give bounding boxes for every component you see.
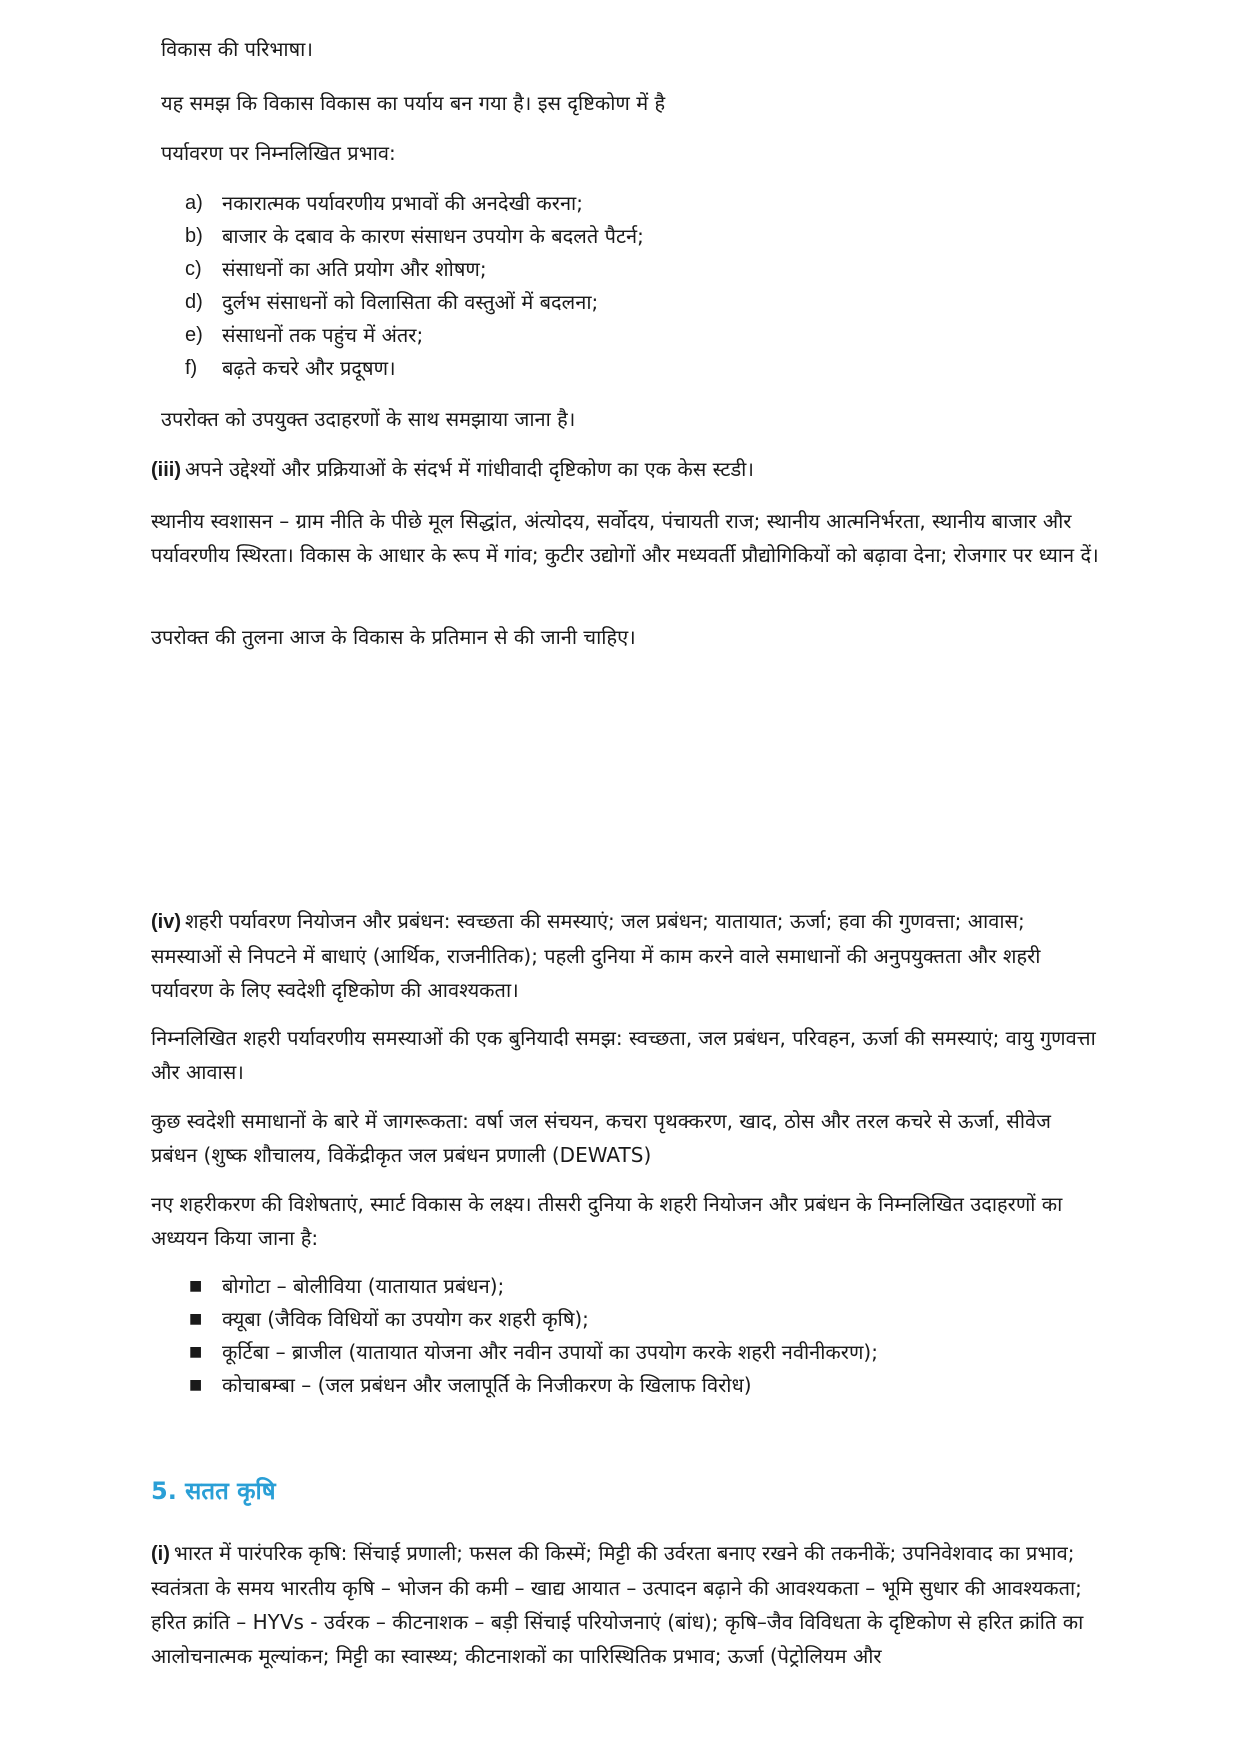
list-item: ■ कोचाबम्बा – (जल प्रबंधन और जलापूर्ति के निजीकरण के खिलाफ विरोध) bbox=[189, 1373, 752, 1397]
text-line: यह समझ कि विकास विकास का पर्याय बन गया है। इस दृष्टिकोण में है bbox=[161, 91, 666, 115]
section-iv-para: निम्नलिखित शहरी पर्यावरणीय समस्याओं की एक बुनियादी समझ: स्वच्छता, जल प्रबंधन, परिवहन, ऊर्जा की समस्याएं; वायु गुणवत्ता और आवास। bbox=[151, 1026, 1096, 1084]
list-item: f) बढ़ते कचरे और प्रदूषण। bbox=[185, 356, 396, 380]
list-item: b) बाजार के दबाव के कारण संसाधन उपयोग के बदलते पैटर्न; bbox=[185, 224, 644, 248]
list-item: d) दुर्लभ संसाधनों को विलासिता की वस्तुओं में बदलना; bbox=[185, 290, 599, 314]
example-list bbox=[189, 1270, 1109, 1402]
list-item: e) संसाधनों तक पहुंच में अंतर; bbox=[185, 323, 424, 347]
section-5-body: (i) भारत में पारंपरिक कृषि: सिंचाई प्रणाली; फसल की किस्में; मिट्टी की उर्वरता बनाए रखने की तकनीकें; उपनिवेशवाद का प्रभाव; स्वतंत्रता के समय भारतीय कृषि – भोजन की कमी – खाद्य आयात – उत्पादन बढ़ाने की आवश्यकता – भूमि सुधार की आवश्यकता; हरित क्रांति – HYVs - उर्वरक – कीटनाशक – बड़ी सिंचाई परियोजनाएं (बांध); कृषि–जैव विविधता के दृष्टिकोण से हरित क्रांति का आलोचनात्मक मूल्यांकन; मिट्टी का स्वास्थ्य; कीटनाशकों का पारिस्थितिक प्रभाव; ऊर्जा (पेट्रोलियम और bbox=[151, 1541, 1084, 1668]
list-item: ■ क्यूबा (जैविक विधियों का उपयोग कर शहरी कृषि); bbox=[189, 1307, 589, 1331]
impact-list bbox=[185, 187, 1085, 385]
list-item: c) संसाधनों का अति प्रयोग और शोषण; bbox=[185, 257, 487, 281]
list-item: a) नकारात्मक पर्यावरणीय प्रभावों की अनदेखी करना; bbox=[185, 191, 583, 215]
section-iv-body: (iv) शहरी पर्यावरण नियोजन और प्रबंधन: स्वच्छता की समस्याएं; जल प्रबंधन; यातायात; ऊर्जा; हवा की गुणवत्ता; आवास; समस्याओं से निपटने में बाधाएं (आर्थिक, राजनीतिक); पहली दुनिया में काम करने वाले समाधानों की अनुपयुक्तता और शहरी पर्यावरण के लिए स्वदेशी दृष्टिकोण की आवश्यकता। bbox=[151, 909, 1041, 1002]
list-item: ■ बोगोटा – बोलीविया (यातायात प्रबंधन); bbox=[189, 1274, 505, 1298]
text-line: पर्यावरण पर निम्नलिखित प्रभाव: bbox=[161, 141, 396, 165]
section-iv-para: नए शहरीकरण की विशेषताएं, स्मार्ट विकास के लक्ष्य। तीसरी दुनिया के शहरी नियोजन और प्रबंधन के निम्नलिखित उदाहरणों का अध्ययन किया जाना है: bbox=[151, 1192, 1063, 1250]
section-heading: 5. सतत कृषि bbox=[151, 1477, 276, 1505]
section-iii-body: स्थानीय स्वशासन – ग्राम नीति के पीछे मूल सिद्धांत, अंत्योदय, सर्वोदय, पंचायती राज; स्थानीय आत्मनिर्भरता, स्थानीय बाजार और पर्यावरणीय स्थिरता। विकास के आधार के रूप में गांव; कुटीर उद्योगों और मध्यवर्ती प्रौद्योगिकियों को बढ़ावा देना; रोजगार पर ध्यान दें। bbox=[151, 509, 1099, 567]
text-line: उपरोक्त को उपयुक्त उदाहरणों के साथ समझाया जाना है। bbox=[161, 407, 576, 431]
section-iv-para: कुछ स्वदेशी समाधानों के बारे में जागरूकता: वर्षा जल संचयन, कचरा पृथक्करण, खाद, ठोस और तरल कचरे से ऊर्जा, सीवेज प्रबंधन (शुष्क शौचालय, विकेंद्रीकृत जल प्रबंधन प्रणाली (DEWATS) bbox=[151, 1109, 1051, 1167]
section-iii-compare: उपरोक्त की तुलना आज के विकास के प्रतिमान से की जानी चाहिए। bbox=[151, 625, 636, 649]
list-item: ■ कूर्टिबा – ब्राजील (यातायात योजना और नवीन उपायों का उपयोग करके शहरी नवीनीकरण); bbox=[189, 1340, 878, 1364]
section-iii-title: (iii) अपने उद्देश्यों और प्रक्रियाओं के संदर्भ में गांधीवादी दृष्टिकोण का एक केस स्टडी। bbox=[151, 457, 754, 481]
text-line: विकास की परिभाषा। bbox=[161, 37, 313, 61]
